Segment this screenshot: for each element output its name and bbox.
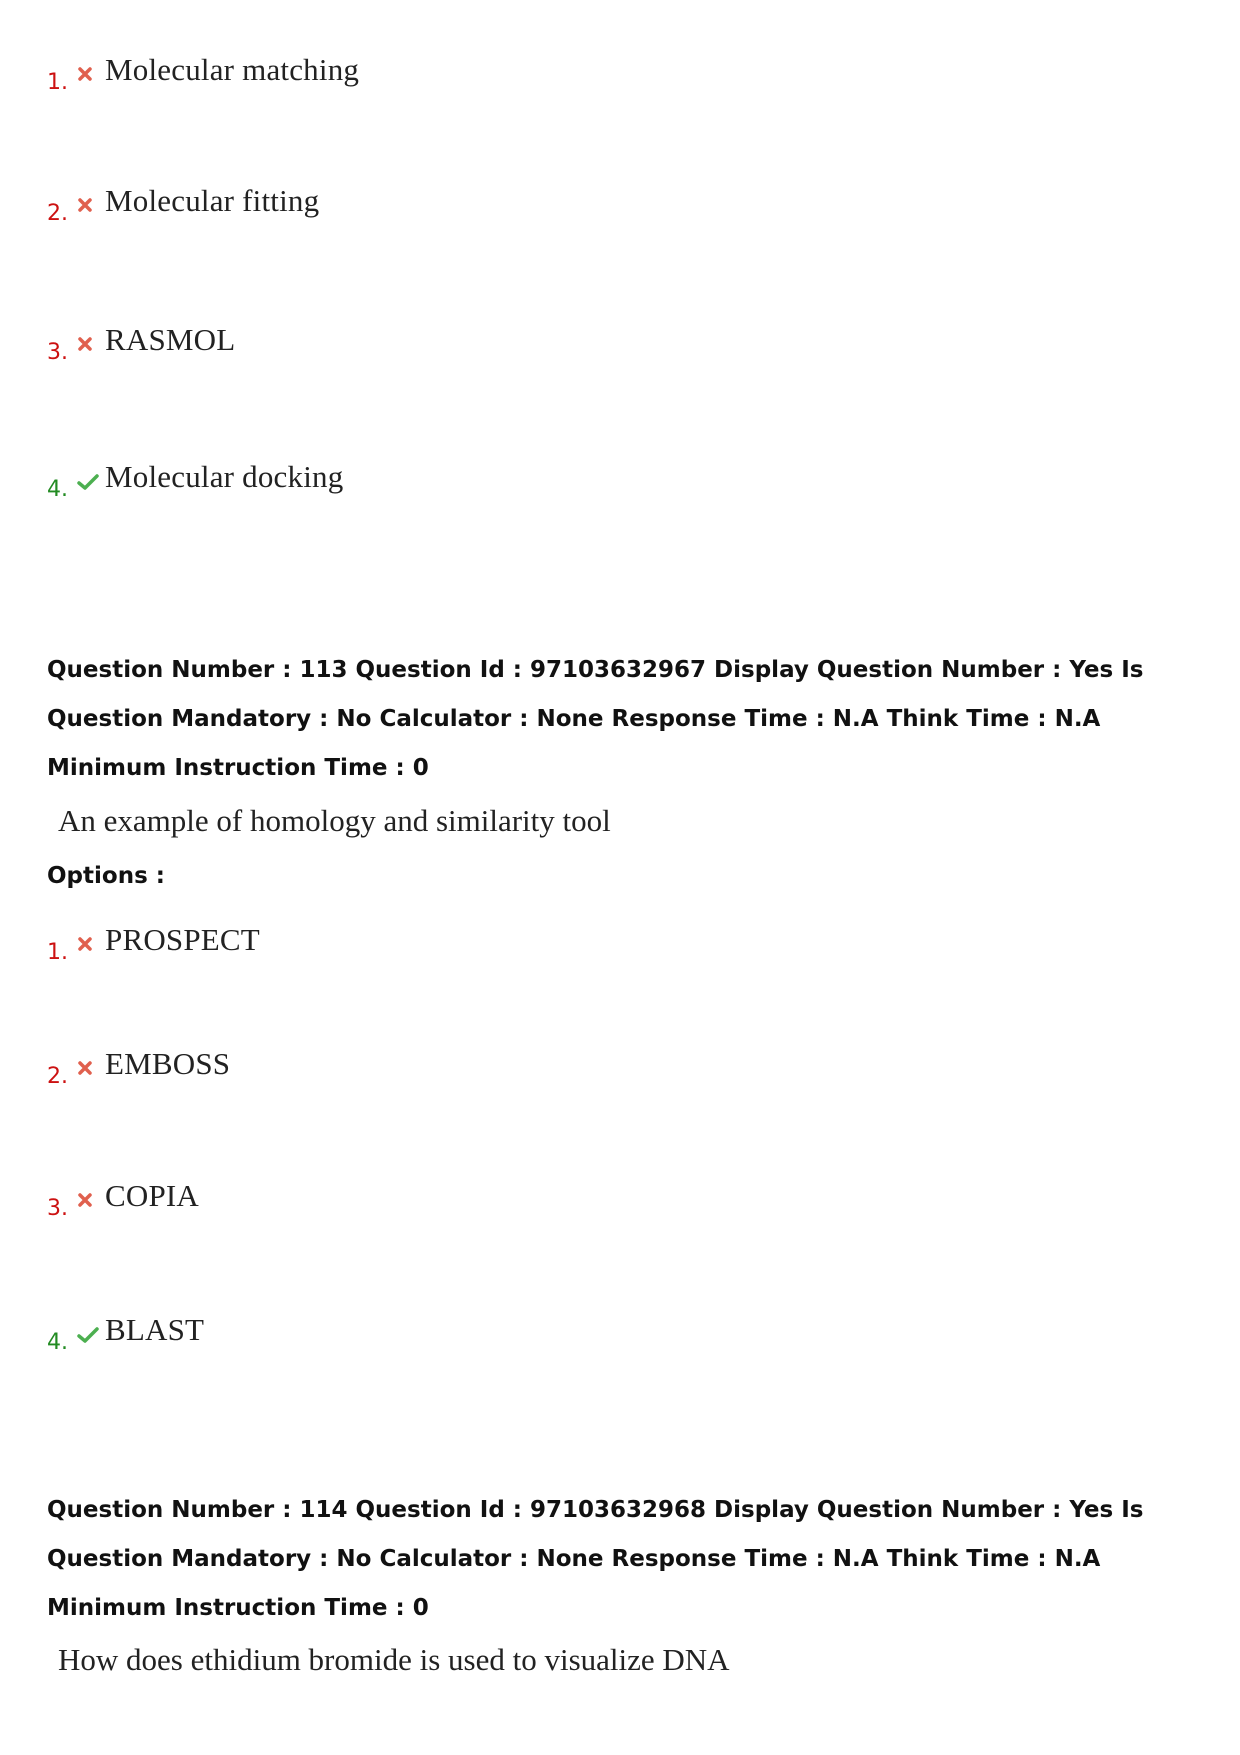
option-row: [47, 183, 319, 226]
option-number: 4.: [47, 477, 68, 502]
option-row: [47, 1046, 230, 1089]
option-text: Molecular matching: [105, 52, 360, 87]
option-text: EMBOSS: [105, 1046, 231, 1081]
option-row: [47, 1312, 204, 1355]
cross-icon: [77, 1192, 99, 1212]
option-row: [47, 52, 359, 95]
option-number: 2.: [47, 1064, 68, 1089]
question-text: An example of homology and similarity tool: [58, 803, 611, 838]
option-number: 3.: [47, 340, 68, 365]
option-row: [47, 322, 235, 365]
option-row: [47, 1178, 199, 1221]
cross-icon: [77, 936, 99, 956]
option-text: Molecular fitting: [105, 183, 320, 218]
option-number: 1.: [47, 70, 68, 95]
option-number: 2.: [47, 201, 68, 226]
question-meta: Question Number : 113 Question Id : 97103632967 Display Question Number : Yes Is Question Mandatory : No Calculator : None Response Time : N.A Think Time : N.A Minimum Instruction Time : 0: [47, 657, 1144, 781]
option-number: 3.: [47, 1196, 68, 1221]
option-text: COPIA: [105, 1178, 200, 1213]
options-label: Options :: [47, 863, 165, 889]
option-text: RASMOL: [105, 322, 236, 357]
cross-icon: [77, 1060, 99, 1080]
option-text: Molecular docking: [105, 459, 344, 494]
check-icon: [77, 1326, 99, 1348]
option-number: 4.: [47, 1330, 68, 1355]
question-text: How does ethidium bromide is used to visualize DNA: [58, 1642, 730, 1677]
option-row: [47, 922, 260, 965]
cross-icon: [77, 66, 99, 86]
option-row: [47, 459, 343, 502]
option-number: 1.: [47, 940, 68, 965]
check-icon: [77, 473, 99, 495]
option-text: PROSPECT: [105, 922, 260, 957]
question-meta: Question Number : 114 Question Id : 97103632968 Display Question Number : Yes Is Question Mandatory : No Calculator : None Response Time : N.A Think Time : N.A Minimum Instruction Time : 0: [47, 1497, 1144, 1621]
cross-icon: [77, 336, 99, 356]
option-text: BLAST: [105, 1312, 205, 1347]
cross-icon: [77, 197, 99, 217]
